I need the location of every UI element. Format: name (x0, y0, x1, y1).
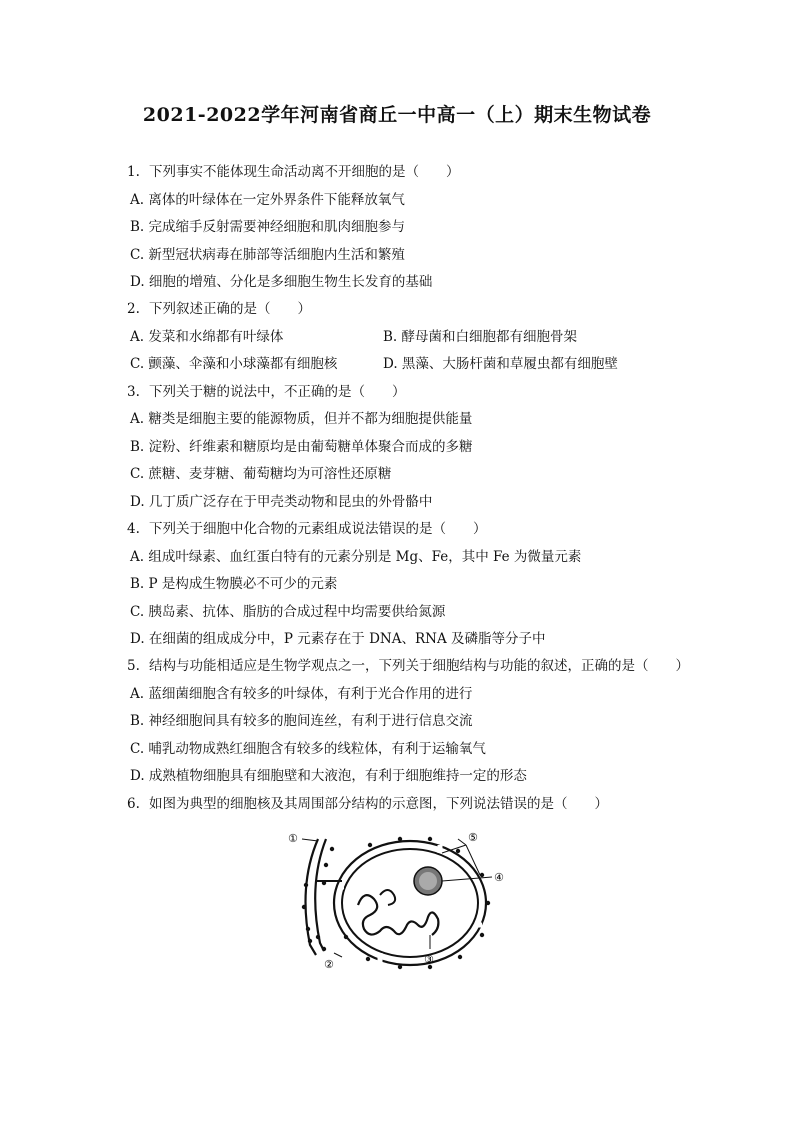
nuclear-envelope-inner (342, 849, 478, 957)
question-1-stem: 1. 下列事实不能体现生命活动离不开细胞的是（ ） (127, 164, 460, 180)
q5-option-b: B. 神经细胞间具有较多的胞间连丝，有利于进行信息交流 (130, 713, 473, 729)
q1-option-c: C. 新型冠状病毒在肺部等活细胞内生活和繁殖 (130, 247, 405, 263)
label-1: ① (288, 832, 298, 845)
question-number: 1. (127, 164, 140, 180)
q2-option-d: D. 黑藻、大肠杆菌和草履虫都有细胞壁 (383, 356, 618, 372)
er-membrane-inner (315, 839, 326, 951)
nuclear-envelope-outer (334, 841, 486, 965)
q3-option-b: B. 淀粉、纤维素和糖原均是由葡萄糖单体聚合而成的多糖 (130, 439, 473, 455)
q3-option-a: A. 糖类是细胞主要的能源物质，但并不都为细胞提供能量 (130, 411, 473, 427)
question-number: 2. (127, 301, 140, 317)
nucleus-diagram (280, 825, 520, 975)
q2-option-c: C. 颤藻、伞藻和小球藻都有细胞核 (130, 356, 338, 372)
label-3: ③ (424, 953, 434, 966)
chromatin (358, 895, 438, 935)
q2-option-b: B. 酵母菌和白细胞都有细胞骨架 (383, 329, 578, 345)
question-number: 5. (127, 658, 140, 674)
q1-option-a: A. 离体的叶绿体在一定外界条件下能释放氧气 (130, 192, 405, 208)
question-2-stem: 2. 下列叙述正确的是（ ） (127, 301, 311, 317)
exam-title: 2021-2022学年河南省商丘一中高一（上）期末生物试卷 (142, 104, 652, 126)
question-5-stem: 5. 结构与功能相适应是生物学观点之一，下列关于细胞结构与功能的叙述，正确的是（ ） (127, 658, 689, 674)
envelope-ribosomes (344, 837, 490, 969)
question-4-stem: 4. 下列关于细胞中化合物的元素组成说法错误的是（ ） (127, 521, 487, 537)
q1-option-d: D. 细胞的增殖、分化是多细胞生物生长发育的基础 (130, 274, 433, 290)
q3-option-c: C. 蔗糖、麦芽糖、葡萄糖均为可溶性还原糖 (130, 466, 392, 482)
q4-option-d: D. 在细菌的组成成分中，P 元素存在于 DNA、RNA 及磷脂等分子中 (130, 631, 546, 647)
q5-option-a: A. 蓝细菌细胞含有较多的叶绿体，有利于光合作用的进行 (130, 686, 473, 702)
q4-option-c: C. 胰岛素、抗体、脂肪的合成过程中均需要供给氮源 (130, 604, 446, 620)
question-number: 6. (127, 796, 140, 812)
nuclear-pores (340, 845, 482, 963)
q4-option-a: A. 组成叶绿素、血红蛋白特有的元素分别是 Mg、Fe，其中 Fe 为微量元素 (130, 549, 582, 565)
label-4: ④ (494, 871, 504, 884)
question-6-stem: 6. 如图为典型的细胞核及其周围部分结构的示意图，下列说法错误的是（ ） (127, 796, 608, 812)
q2-option-a: A. 发菜和水绵都有叶绿体 (130, 329, 284, 345)
question-number: 3. (127, 384, 140, 400)
q3-option-d: D. 几丁质广泛存在于甲壳类动物和昆虫的外骨骼中 (130, 494, 433, 510)
label-2: ② (324, 958, 334, 971)
q4-option-b: B. P 是构成生物膜必不可少的元素 (130, 576, 338, 592)
q5-option-d: D. 成熟植物细胞具有细胞壁和大液泡，有利于细胞维持一定的形态 (130, 768, 527, 784)
question-number: 4. (127, 521, 140, 537)
label-5: ⑤ (468, 831, 478, 844)
question-3-stem: 3. 下列关于糖的说法中，不正确的是（ ） (127, 384, 406, 400)
q5-option-c: C. 哺乳动物成熟红细胞含有较多的线粒体，有利于运输氧气 (130, 741, 486, 757)
q1-option-b: B. 完成缩手反射需要神经细胞和肌肉细胞参与 (130, 219, 406, 235)
